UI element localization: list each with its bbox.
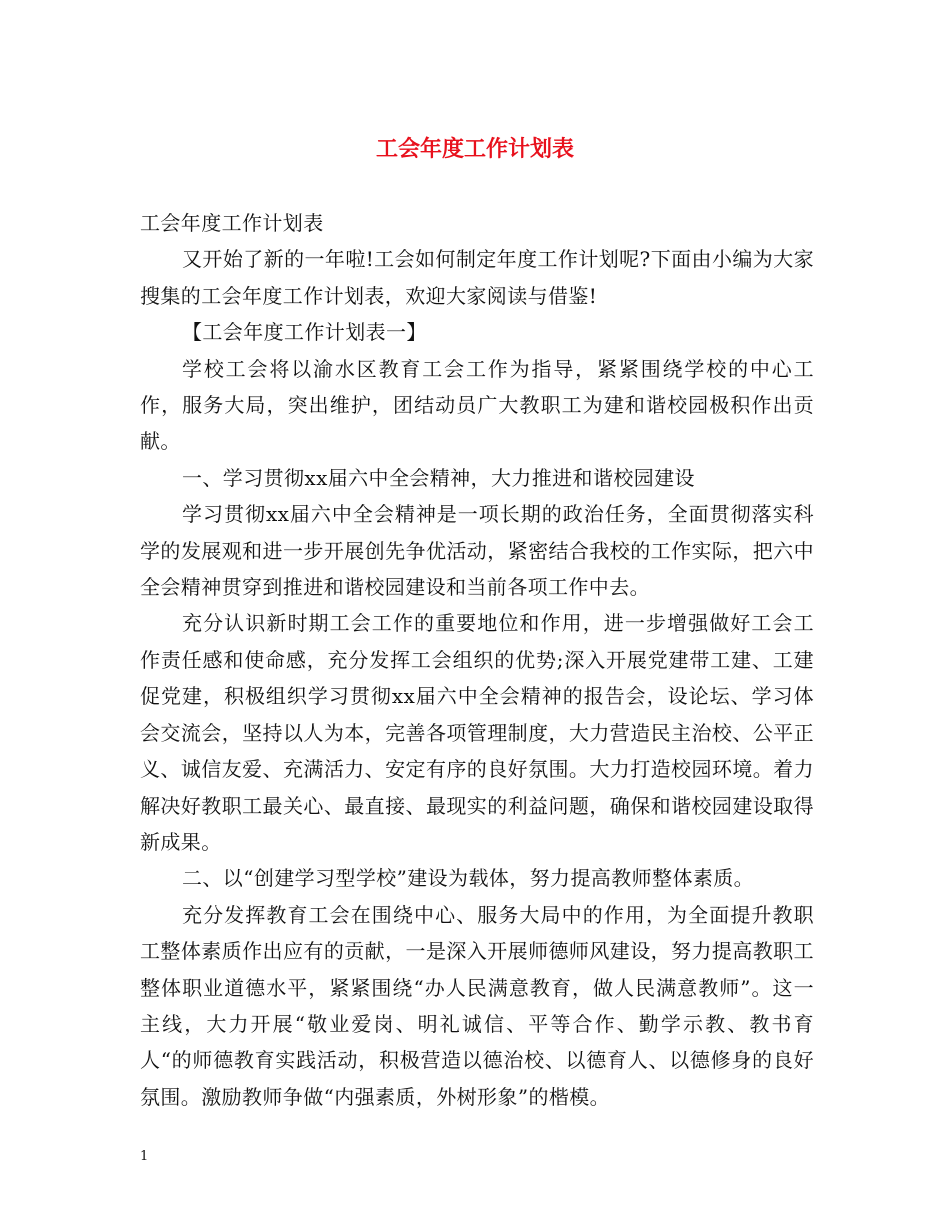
paragraph: 学习贯彻xx届六中全会精神是一项长期的政治任务，全面贯彻落实科学的发展观和进一步开展创先争优活动，紧密结合我校的工作实际，把六中全会精神贯穿到推进和谐校园建设和当前各项工作中去。: [140, 502, 814, 600]
section-heading-two: 二、以“创建学习型学校”建设为载体，努力提高教师整体素质。: [182, 866, 755, 891]
document-body: [140, 205, 814, 1115]
paragraph-heading: 工会年度工作计划表: [140, 211, 324, 235]
section-heading-one: 一、学习贯彻xx届六中全会精神，大力推进和谐校园建设: [182, 465, 695, 490]
paragraph: 学校工会将以渝水区教育工会工作为指导，紧紧围绕学校的中心工作，服务大局，突出维护，团结动员广大教职工为建和谐校园极积作出贡献。: [140, 356, 814, 454]
section-heading-plan-one: 【工会年度工作计划表一】: [182, 320, 427, 345]
paragraph: 充分认识新时期工会工作的重要地位和作用，进一步增强做好工会工作责任感和使命感，充分发挥工会组织的优势;深入开展党建带工建、工建促党建，积极组织学习贯彻xx届六中全会精神的报告会，设论坛、学习体会交流会，坚持以人为本，完善各项管理制度，大力营造民主治校、公平正义、诚信友爱、充满活力、安定有序的良好氛围。大力打造校园环境。着力解决好教职工最关心、最直接、最现实的利益问题，确保和谐校园建设取得新成果。: [140, 611, 814, 854]
page-number: 1: [140, 1149, 149, 1164]
document-title: 工会年度工作计划表: [375, 136, 574, 162]
paragraph: 充分发挥教育工会在围绕中心、服务大局中的作用，为全面提升教职工整体素质作出应有的贡献，一是深入开展师德师风建设，努力提高教职工整体职业道德水平，紧紧围绕“办人民满意教育，做人民满意教师”。这一主线，大力开展“敬业爱岗、明礼诚信、平等合作、勤学示教、教书育人“的师德教育实践活动，积极营造以德治校、以德育人、以德修身的良好氛围。激励教师争做“内强素质，外树形象”的楷模。: [140, 902, 814, 1109]
paragraph-intro: 又开始了新的一年啦!工会如何制定年度工作计划呢?下面由小编为大家搜集的工会年度工作计划表，欢迎大家阅读与借鉴!: [140, 247, 814, 308]
